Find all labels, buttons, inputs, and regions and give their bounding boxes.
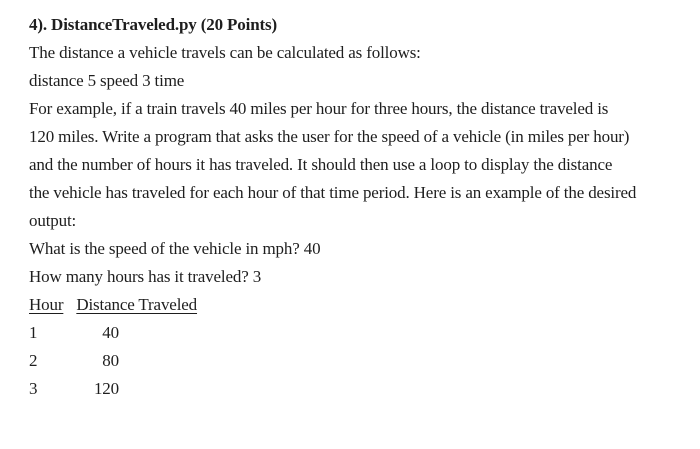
formula-line: distance 5 speed 3 time [29, 71, 185, 90]
hour-value: 3 [29, 379, 38, 398]
distance-column-header: Distance Traveled [76, 295, 198, 314]
output-table-header [29, 291, 700, 319]
hour-value: 2 [29, 351, 38, 370]
assignment-title: 4). DistanceTraveled.py (20 Points) [29, 15, 277, 34]
distance-value: 80 [102, 351, 119, 370]
paragraph-line: 120 miles. Write a program that asks the user for the speed of a vehicle (in miles per hour) [29, 127, 630, 146]
table-row [29, 347, 700, 375]
table-row [29, 319, 700, 347]
paragraph-line: output: [29, 211, 77, 230]
hour-value: 1 [29, 323, 38, 342]
hour-column-header: Hour [29, 295, 64, 314]
sample-prompt-speed: What is the speed of the vehicle in mph? 40 [29, 239, 321, 258]
paragraph-line: For example, if a train travels 40 miles per hour for three hours, the distance traveled is [29, 99, 609, 118]
paragraph-line: the vehicle has traveled for each hour of that time period. Here is an example of the desired [29, 183, 637, 202]
distance-value: 120 [93, 379, 119, 398]
distance-value: 40 [102, 323, 119, 342]
paragraph-line: The distance a vehicle travels can be calculated as follows: [29, 43, 421, 62]
table-row [29, 375, 700, 403]
sample-prompt-hours: How many hours has it traveled? 3 [29, 267, 262, 286]
paragraph-line: and the number of hours it has traveled. It should then use a loop to display the distance [29, 155, 613, 174]
